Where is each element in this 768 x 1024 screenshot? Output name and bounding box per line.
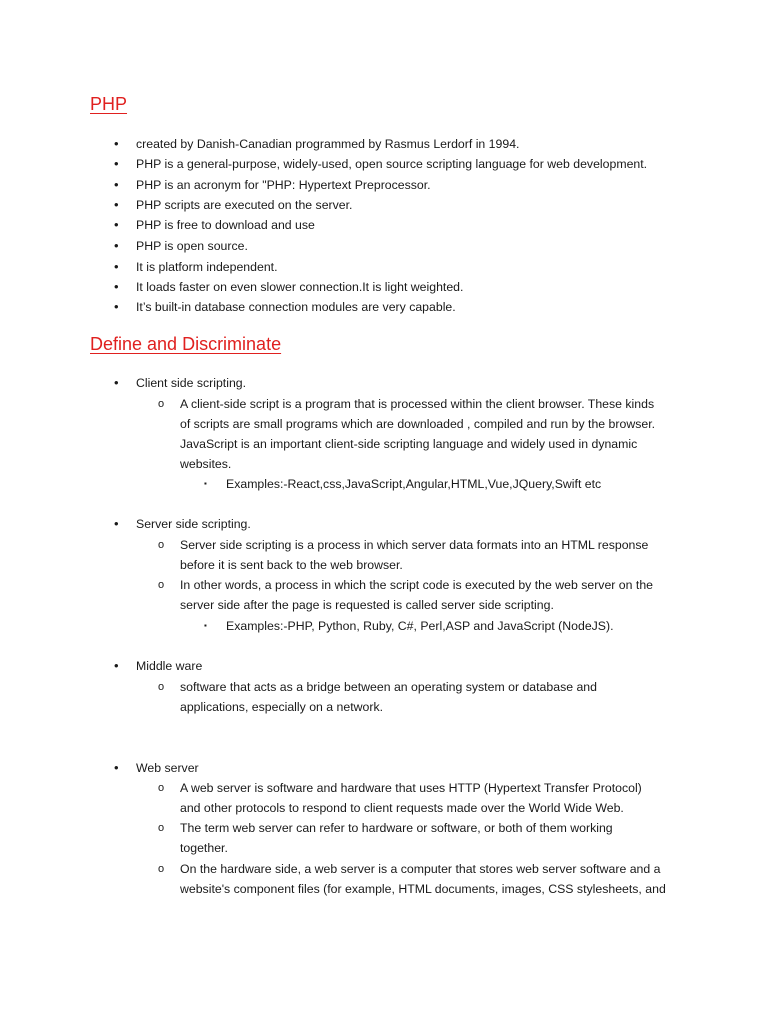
client-side-title: Client side scripting.: [136, 376, 247, 390]
heading-php: PHP: [90, 94, 128, 114]
list-item: It’s built-in database connection modules are very capable.: [136, 300, 456, 314]
sub-bullet-icon: o: [158, 782, 165, 794]
server-side-desc-line: server side after the page is requested is called server side scripting.: [180, 598, 554, 612]
middleware-desc-line: applications, especially on a network.: [180, 700, 384, 714]
client-side-examples: Examples:-React,css,JavaScript,Angular,HTML,Vue,JQuery,Swift etc: [226, 477, 602, 491]
heading-define-and-discriminate: Define and Discriminate: [90, 334, 282, 354]
client-side-desc-line: JavaScript is an important client-side scripting language and widely used in dynamic: [180, 437, 638, 451]
square-bullet-icon: ▪: [204, 479, 207, 488]
bullet-icon: •: [114, 136, 119, 151]
client-side-desc-line: of scripts are small programs which are downloaded , compiled and run by the browser.: [180, 417, 656, 431]
bullet-icon: •: [114, 217, 119, 232]
sub-bullet-icon: o: [158, 539, 165, 551]
client-side-desc-line: websites.: [180, 457, 232, 471]
middleware-title: Middle ware: [136, 659, 203, 673]
sub-bullet-icon: o: [158, 681, 165, 693]
bullet-icon: •: [114, 299, 119, 314]
server-side-examples: Examples:-PHP, Python, Ruby, C#, Perl,ASP and JavaScript (NodeJS).: [226, 619, 614, 633]
list-item: PHP is a general-purpose, widely-used, open source scripting language for web development.: [136, 157, 648, 171]
bullet-icon: •: [114, 177, 119, 192]
bullet-icon: •: [114, 516, 119, 531]
list-item: PHP scripts are executed on the server.: [136, 198, 353, 212]
webserver-desc-line: On the hardware side, a web server is a computer that stores web server software and a: [180, 862, 661, 876]
server-side-desc-line: before it is sent back to the web browser.: [180, 558, 403, 572]
bullet-icon: •: [114, 279, 119, 294]
list-item: PHP is free to download and use: [136, 218, 315, 232]
bullet-icon: •: [114, 658, 119, 673]
bullet-icon: •: [114, 375, 119, 390]
server-side-title: Server side scripting.: [136, 517, 251, 531]
webserver-desc-line: The term web server can refer to hardware or software, or both of them working: [180, 821, 613, 835]
server-side-desc-line: Server side scripting is a process in which server data formats into an HTML response: [180, 538, 649, 552]
webserver-desc-line: together.: [180, 841, 228, 855]
middleware-desc-line: software that acts as a bridge between an operating system or database and: [180, 680, 597, 694]
sub-bullet-icon: o: [158, 579, 165, 591]
bullet-icon: •: [114, 197, 119, 212]
bullet-icon: •: [114, 238, 119, 253]
list-item: PHP is open source.: [136, 239, 248, 253]
list-item: PHP is an acronym for "PHP: Hypertext Preprocessor.: [136, 178, 431, 192]
server-side-desc-line: In other words, a process in which the script code is executed by the web server on the: [180, 578, 653, 592]
webserver-title: Web server: [136, 761, 199, 775]
list-item: It loads faster on even slower connection.It is light weighted.: [136, 280, 464, 294]
sub-bullet-icon: o: [158, 863, 165, 875]
bullet-icon: •: [114, 760, 119, 775]
square-bullet-icon: ▪: [204, 621, 207, 630]
webserver-desc-line: and other protocols to respond to client requests made over the World Wide Web.: [180, 801, 624, 815]
bullet-icon: •: [114, 259, 119, 274]
sub-bullet-icon: o: [158, 822, 165, 834]
webserver-desc-line: A web server is software and hardware that uses HTTP (Hypertext Transfer Protocol): [180, 781, 642, 795]
list-item: It is platform independent.: [136, 260, 278, 274]
client-side-desc-line: A client-side script is a program that is processed within the client browser. These kinds: [180, 397, 655, 411]
webserver-desc-line: website's component files (for example, HTML documents, images, CSS stylesheets, and: [180, 882, 666, 896]
list-item: created by Danish-Canadian programmed by Rasmus Lerdorf in 1994.: [136, 137, 520, 151]
sub-bullet-icon: o: [158, 398, 165, 410]
bullet-icon: •: [114, 156, 119, 171]
